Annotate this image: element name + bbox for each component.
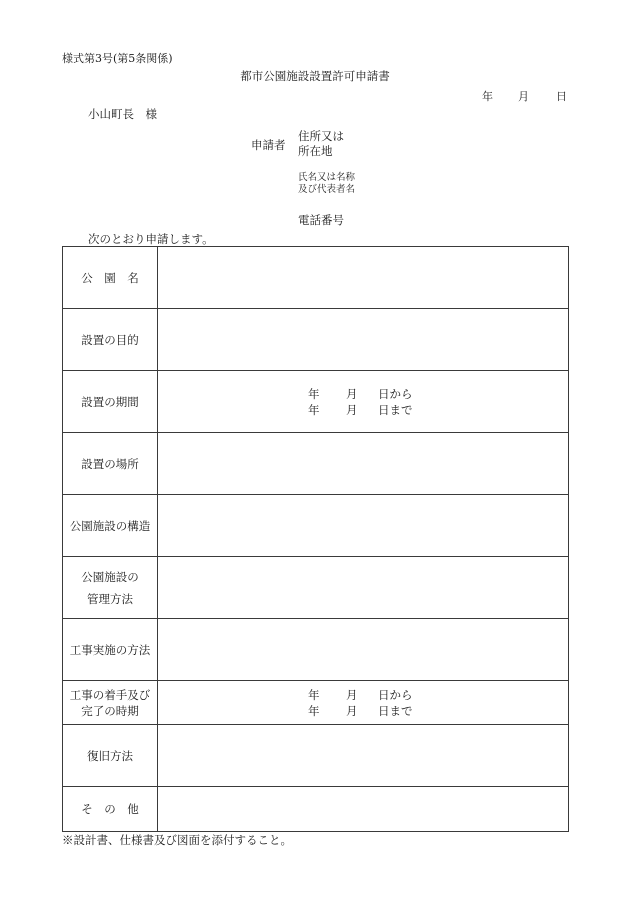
park-name-label: 公 園 名	[63, 247, 158, 309]
period-label: 設置の期間	[63, 371, 158, 433]
table-row	[63, 371, 569, 433]
table-row	[63, 681, 569, 725]
construction-end-month: 月	[346, 703, 358, 718]
construction-end-year: 年	[308, 703, 320, 718]
restoration-label: 復旧方法	[63, 725, 158, 787]
date-month-label: 月	[518, 90, 529, 103]
footnote: ※設計書、仕様書及び図面を添付すること。	[62, 833, 292, 847]
construction-start-day: 日から	[378, 687, 413, 702]
construction-time-field[interactable]	[158, 681, 569, 725]
period-from	[308, 386, 568, 402]
construction-end-day: 日まで	[378, 703, 413, 718]
table-row	[63, 433, 569, 495]
date-line	[482, 88, 567, 104]
management-label	[63, 557, 158, 619]
location-label: 設置の場所	[63, 433, 158, 495]
construction-start	[308, 687, 568, 703]
table-row	[63, 787, 569, 832]
purpose-label: 設置の目的	[63, 309, 158, 371]
construction-end	[308, 703, 568, 719]
table-row	[63, 495, 569, 557]
applicant-label: 申請者	[251, 138, 286, 152]
construction-time-label	[63, 681, 158, 725]
purpose-field[interactable]	[158, 309, 569, 371]
date-year-label: 年	[482, 90, 493, 103]
table-row	[63, 725, 569, 787]
park-name-field[interactable]	[158, 247, 569, 309]
location-field[interactable]	[158, 433, 569, 495]
table-row	[63, 619, 569, 681]
period-until-year: 年	[308, 402, 320, 417]
construction-start-month: 月	[346, 687, 358, 702]
table-row	[63, 247, 569, 309]
construction-method-label: 工事実施の方法	[63, 619, 158, 681]
period-from-month: 月	[346, 386, 358, 401]
application-table	[62, 246, 569, 832]
phone-label: 電話番号	[298, 213, 344, 227]
period-until-month: 月	[346, 402, 358, 417]
period-until-day: 日まで	[378, 402, 413, 417]
other-label: そ の 他	[63, 787, 158, 832]
management-label-line2: 管理方法	[87, 591, 133, 606]
construction-start-year: 年	[308, 687, 320, 702]
date-day-label: 日	[556, 90, 567, 103]
construction-time-label-line2: 完了の時期	[81, 703, 139, 718]
period-until	[308, 402, 568, 418]
period-field[interactable]	[158, 371, 569, 433]
management-field[interactable]	[158, 557, 569, 619]
addressee: 小山町長 様	[88, 107, 157, 121]
table-row	[63, 309, 569, 371]
name-label: 氏名又は名称 及び代表者名	[298, 172, 356, 195]
construction-method-field[interactable]	[158, 619, 569, 681]
form-number: 様式第3号(第5条関係)	[62, 52, 173, 65]
management-label-line1: 公園施設の	[81, 569, 139, 584]
structure-field[interactable]	[158, 495, 569, 557]
structure-label: 公園施設の構造	[63, 495, 158, 557]
intro-text: 次のとおり申請します。	[88, 232, 214, 246]
address-label: 住所又は 所在地	[298, 129, 344, 158]
table-row	[63, 557, 569, 619]
period-from-day: 日から	[378, 386, 413, 401]
document-title: 都市公園施設設置許可申請書	[240, 69, 390, 83]
period-from-year: 年	[308, 386, 320, 401]
construction-time-label-line1: 工事の着手及び	[69, 687, 151, 702]
restoration-field[interactable]	[158, 725, 569, 787]
other-field[interactable]	[158, 787, 569, 832]
